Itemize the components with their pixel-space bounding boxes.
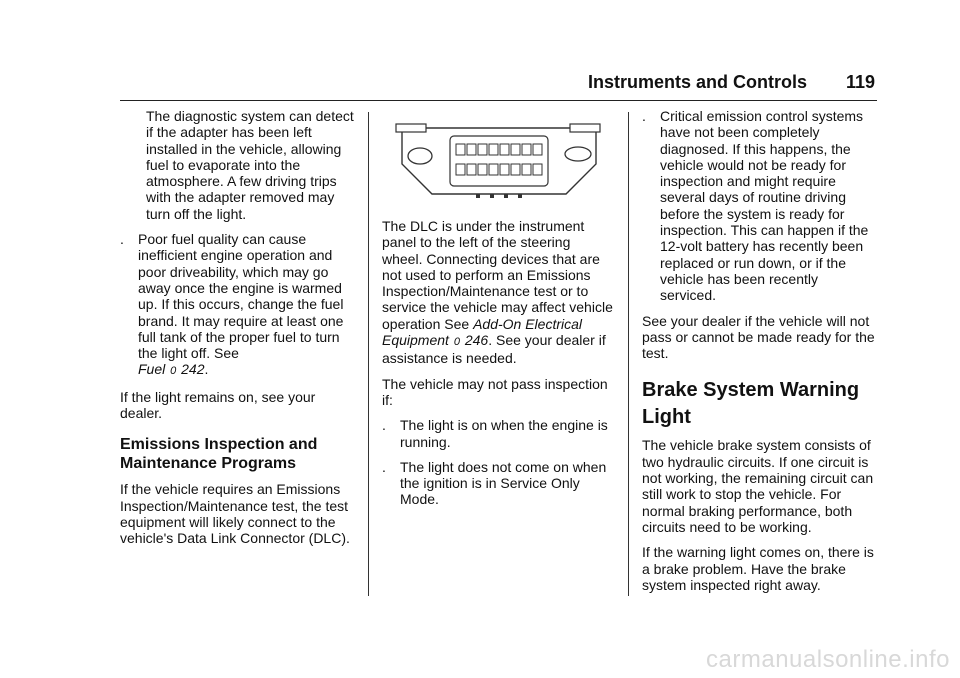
bullet-text: The light does not come on when the ignition is in Service Only Mode. xyxy=(400,458,607,508)
adapter-paragraph: The diagnostic system can detect if the adapter has been left installed in the vehicle, allowing fuel to evaporate into the atmosphere. A few driving trips with the adapter removed may turn off the light. xyxy=(146,108,354,222)
page-ref-symbol: 0 xyxy=(170,365,177,378)
bullet-mark: . xyxy=(382,417,386,434)
brake-warning-heading: Brake System Warning Light xyxy=(642,379,860,429)
brake-system-paragraph: The vehicle brake system consists of two hydraulic circuits. If one circuit is not working, the remaining circuit can still work to stop the vehicle. For normal braking performance, both circuits need to be working. xyxy=(642,437,874,535)
column-3 xyxy=(642,108,877,602)
light-not-on-bullet xyxy=(382,459,614,508)
bullet-mark: . xyxy=(642,108,646,124)
fuel-link[interactable]: Fuel xyxy=(138,361,166,378)
warning-light-paragraph: If the warning light comes on, there is a brake problem. Have the brake system inspected right away. xyxy=(642,544,874,593)
bullet-mark: . xyxy=(120,231,124,248)
watermark: carmanualsonline.info xyxy=(706,646,950,673)
light-on-bullet xyxy=(382,417,614,450)
page-number: 119 xyxy=(845,72,875,92)
column-divider-2 xyxy=(628,112,629,596)
emissions-paragraph: If the vehicle requires an Emissions Inspection/Maintenance test, the test equipment will likely connect to the vehicle's Data Link Connector (DLC). xyxy=(120,481,350,547)
dlc-paragraph xyxy=(382,218,614,367)
section-title: Instruments and Controls xyxy=(587,72,807,92)
column-1 xyxy=(120,108,355,556)
light-remains-paragraph: If the light remains on, see your dealer. xyxy=(120,388,316,422)
emissions-heading: Emissions Inspection and Maintenance Programs xyxy=(120,436,318,473)
fuel-page-ref[interactable]: 242 xyxy=(181,361,205,378)
column-2 xyxy=(382,218,614,517)
add-on-page-ref[interactable]: 246 xyxy=(464,332,489,349)
fuel-quality-text: Poor fuel quality can cause inefficient engine operation and poor driveability, which may go away once the engine is warmed up. If this occurs, change the fuel brand. It may require at least one full tank of the proper fuel to turn the light off. See xyxy=(138,231,344,362)
bullet-text: Critical emission control systems have not been completely diagnosed. If this happens, the vehicle would not be ready for inspection and might require several days of routine driving before the system is ready for inspection. This can happen if the 12-volt battery has recently been replaced or run down, or if the vehicle has been recently serviced. xyxy=(660,108,869,304)
see-dealer-paragraph: See your dealer if the vehicle will not pass or cannot be made ready for the test. xyxy=(642,312,875,362)
dlc-text-end: . See your dealer if assistance is needed. xyxy=(382,332,606,367)
may-not-pass-paragraph: The vehicle may not pass inspection if: xyxy=(382,375,608,408)
critical-systems-bullet xyxy=(642,108,877,304)
add-on-link[interactable]: Add-On Electrical Equipment xyxy=(382,315,583,349)
bullet-text: Poor fuel quality can cause inefficient engine operation and poor driveability, which may go away once the engine is warmed up. If this occurs, change the fuel brand. It may require at least one full tank of the proper fuel to turn the light off. See Fuel 0 242. xyxy=(138,231,344,378)
dlc-connector-illustration xyxy=(390,120,608,200)
bullet-mark: . xyxy=(382,458,386,475)
page-header xyxy=(120,72,877,101)
fuel-quality-bullet xyxy=(120,231,355,380)
bullet-text: The light is on when the engine is running. xyxy=(400,417,608,450)
dlc-text: The DLC is under the instrument panel to the left of the steering wheel. Connecting devices that are not used to perform an Emissions Inspection/Maintenance test or to service the vehicle may affect vehicle operation See xyxy=(382,218,613,332)
page-ref-symbol: 0 xyxy=(453,336,460,349)
column-divider-1 xyxy=(368,112,369,596)
